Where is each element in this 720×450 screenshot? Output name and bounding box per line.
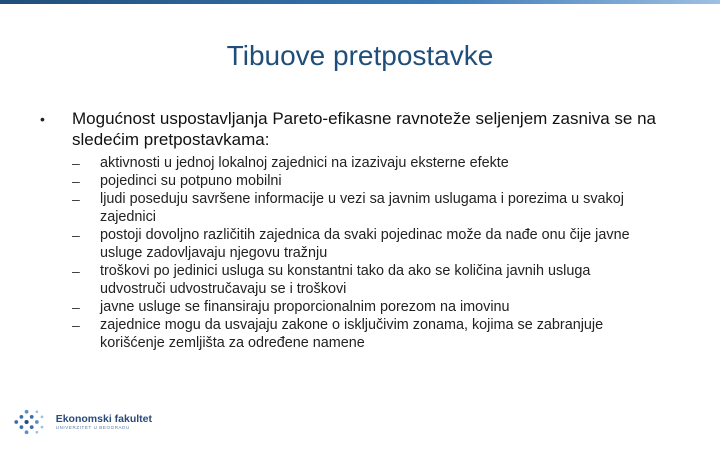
sub-bullet-text: pojedinci su potpuno mobilni	[100, 173, 282, 189]
dash-marker: –	[72, 227, 80, 243]
sub-bullet-text: ljudi poseduju savršene informacije u vezi sa javnim uslugama i porezima u svakoj zajednici	[100, 191, 624, 225]
sub-bullet-text: javne usluge se finansiraju proporcionalnim porezom na imovinu	[100, 299, 510, 315]
sub-bullet-text: aktivnosti u jednoj lokalnoj zajednici na izazivaju eksterne efekte	[100, 155, 509, 171]
dash-marker: –	[72, 191, 80, 207]
slide-title: Tibuove pretpostavke	[226, 40, 494, 71]
logo-text-block	[56, 413, 152, 431]
top-accent-strip	[0, 0, 720, 4]
logo-name: Ekonomski fakultet	[55, 413, 152, 425]
bullet-marker: •	[40, 111, 45, 127]
dash-marker: –	[72, 263, 80, 279]
dash-marker: –	[72, 173, 80, 189]
sub-bullet-item	[72, 154, 680, 172]
dash-marker: –	[72, 155, 80, 171]
slide-content	[40, 108, 680, 352]
sub-bullet-text: troškovi po jedinici usluga su konstantni tako da ako se količina javnih usluga udvostruči udvostručavaju se i troškovi	[100, 263, 591, 297]
sub-bullet-text: zajednice mogu da usvajaju zakone o isključivim zonama, kojima se zabranjuje korišćenje zemljišta za određene namene	[100, 317, 604, 351]
ef-dots-logo-icon	[12, 406, 50, 438]
bullet-item	[40, 108, 680, 150]
sub-bullet-text: postoji dovoljno različitih zajednica da svaki pojedinac može da nađe onu čije javne usluge zadovljavaju njegovu tražnju	[100, 227, 630, 261]
sub-bullet-item	[72, 190, 680, 226]
sub-bullet-item	[72, 172, 680, 190]
bullet-text: Mogućnost uspostavljanja Pareto-efikasne ravnoteže seljenjem zasniva se na sledećim pretpostavkama:	[72, 109, 656, 149]
sub-bullet-item	[72, 226, 680, 262]
dash-marker: –	[72, 317, 80, 333]
sub-bullet-item	[72, 316, 680, 352]
faculty-logo	[12, 404, 152, 440]
dash-marker: –	[72, 299, 80, 315]
sub-bullet-item	[72, 262, 680, 298]
sub-bullet-item	[72, 298, 680, 316]
sub-bullet-list	[40, 154, 680, 352]
logo-subtitle: UNIVERZITET U BEOGRADU	[55, 425, 130, 430]
